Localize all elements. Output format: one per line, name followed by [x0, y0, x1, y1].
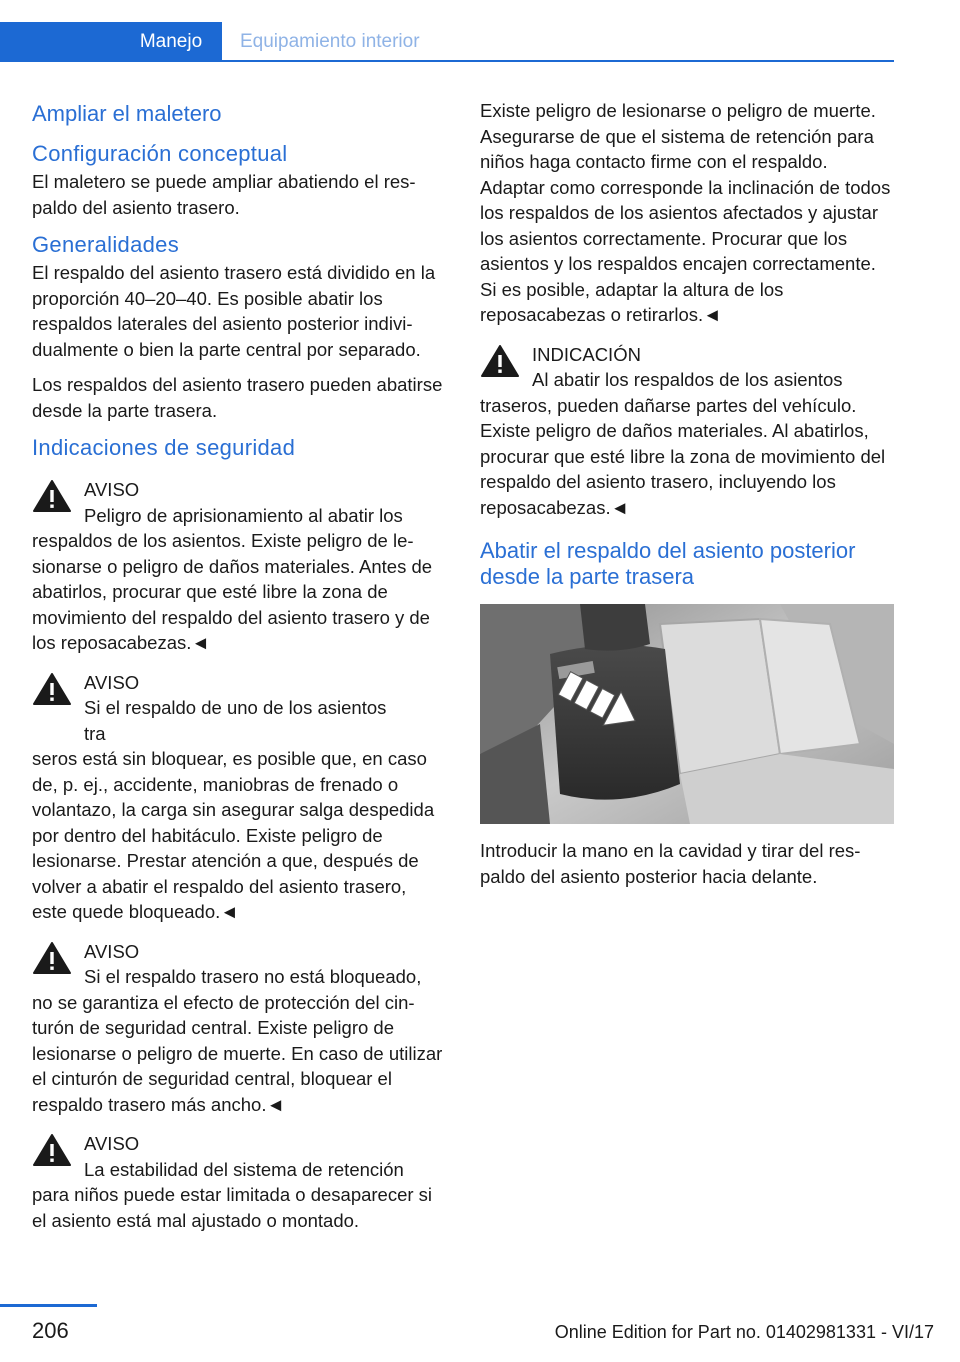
notice-first-line: Al abatir los respaldos de los asientos: [532, 369, 843, 390]
paragraph-concept: El maletero se puede ampliar abatiendo el respaldo del asiento trasero.: [32, 171, 416, 218]
warning-block-2: [32, 670, 446, 925]
notice-block: [480, 342, 894, 521]
warning-block-3: [32, 939, 446, 1118]
edition-footer: Online Edition for Part no. 01402981331 - VI/17: [554, 1322, 934, 1342]
warning-block-4: [32, 1131, 446, 1233]
warning-first-line: Si el respaldo trasero no está bloqueado,: [84, 966, 422, 987]
warning-text: respaldos de los asientos. Existe peligro de lesionarse o peligro de daños materiales. Antes de abatirlos, procurar que esté libre la zona de movimiento del respaldo del asiento trasero y de los reposacabezas.◄: [32, 530, 433, 653]
warning-first-line: Peligro de aprisionamiento al abatir los: [84, 504, 403, 526]
heading-general: Generalidades: [32, 232, 179, 257]
notice-text: traseros, pueden dañarse partes del vehículo. Existe peligro de daños materiales. Al abatirlos, procurar que esté libre la zona de movimiento del respaldo del asiento trasero, incluyendo los reposacabezas.◄: [480, 394, 886, 518]
header-underline: [222, 60, 894, 62]
warning-block-1: [32, 477, 446, 656]
paragraph-fold: Introducir la mano en la cavidad y tirar del respaldo del asiento posterior hacia delante.: [480, 840, 861, 887]
page-number: 206: [32, 1318, 69, 1343]
heading-concept: Configuración conceptual: [32, 141, 288, 166]
warning-triangle-icon: [32, 672, 72, 706]
heading-safety: Indicaciones de seguridad: [32, 435, 296, 460]
warning-first-line: La estabilidad del sistema de retención: [84, 1158, 404, 1180]
header-tab-equipamiento: Equipamiento interior: [240, 31, 420, 52]
left-column: [32, 95, 446, 1243]
warning-label: AVISO: [84, 1133, 140, 1154]
warning-triangle-icon: [32, 479, 72, 513]
rear-seat-photo: [480, 604, 894, 824]
header-accent-block: [0, 22, 120, 62]
footer-accent-line: [0, 1304, 97, 1307]
page-header: [0, 22, 894, 62]
warning-triangle-icon: [32, 941, 72, 975]
warning-first-line: Si el respaldo de uno de los asientos tra: [84, 697, 387, 744]
warning-triangle-icon: [32, 1133, 72, 1167]
warning-text: seros está sin bloquear, es posible que, en caso de, p. ej., accidente, maniobras de frenado o volantazo, la carga sin asegurar salga despedida por dentro del habitáculo. Existe peligro de lesionarse. Prestar atención a que, después de volver a abatir el respaldo del asiento trasero, este quede bloqueado.◄: [32, 748, 435, 922]
warning-triangle-icon: [480, 344, 520, 378]
notice-label: INDICACIÓN: [532, 343, 641, 365]
warning-text: para niños puede estar limitada o desaparecer si el asiento está mal ajustado o montado.: [32, 1184, 433, 1231]
section-title: Ampliar el maletero: [32, 101, 222, 126]
warning-label: AVISO: [84, 671, 140, 693]
warning-label: AVISO: [84, 479, 140, 500]
right-column: [480, 98, 894, 899]
warning-label: AVISO: [84, 940, 140, 962]
paragraph-continued: Existe peligro de lesionarse o peligro de muerte. Asegurarse de que el sistema de retención para niños haga contacto firme con el respaldo. Adaptar como corresponde la inclinación de todos los respaldos de los asientos afectados y ajustar los asientos correctamente. Procurar que los asientos y los respaldos encajen correctamente. Si es posible, adaptar la altura de los reposacabezas o retirarlos.◄: [480, 100, 891, 325]
paragraph-general-1: El respaldo del asiento trasero está dividido en la proporción 40–20–40. Es posible abatir los respaldos laterales del asiento posterior individualmente o bien la parte central por separado.: [32, 262, 436, 360]
header-tab-manejo: Manejo: [120, 22, 222, 62]
paragraph-general-2: Los respaldos del asiento trasero pueden abatirse desde la parte trasera.: [32, 374, 443, 421]
warning-text: no se garantiza el efecto de protección del cinturón de seguridad central. Existe peligro de lesionarse o peligro de muerte. En caso de utilizar el cinturón de seguridad central, bloquear el respaldo trasero más ancho.◄: [32, 991, 443, 1115]
heading-fold-seat: Abatir el respaldo del asiento posterior desde la parte trasera: [480, 538, 856, 589]
